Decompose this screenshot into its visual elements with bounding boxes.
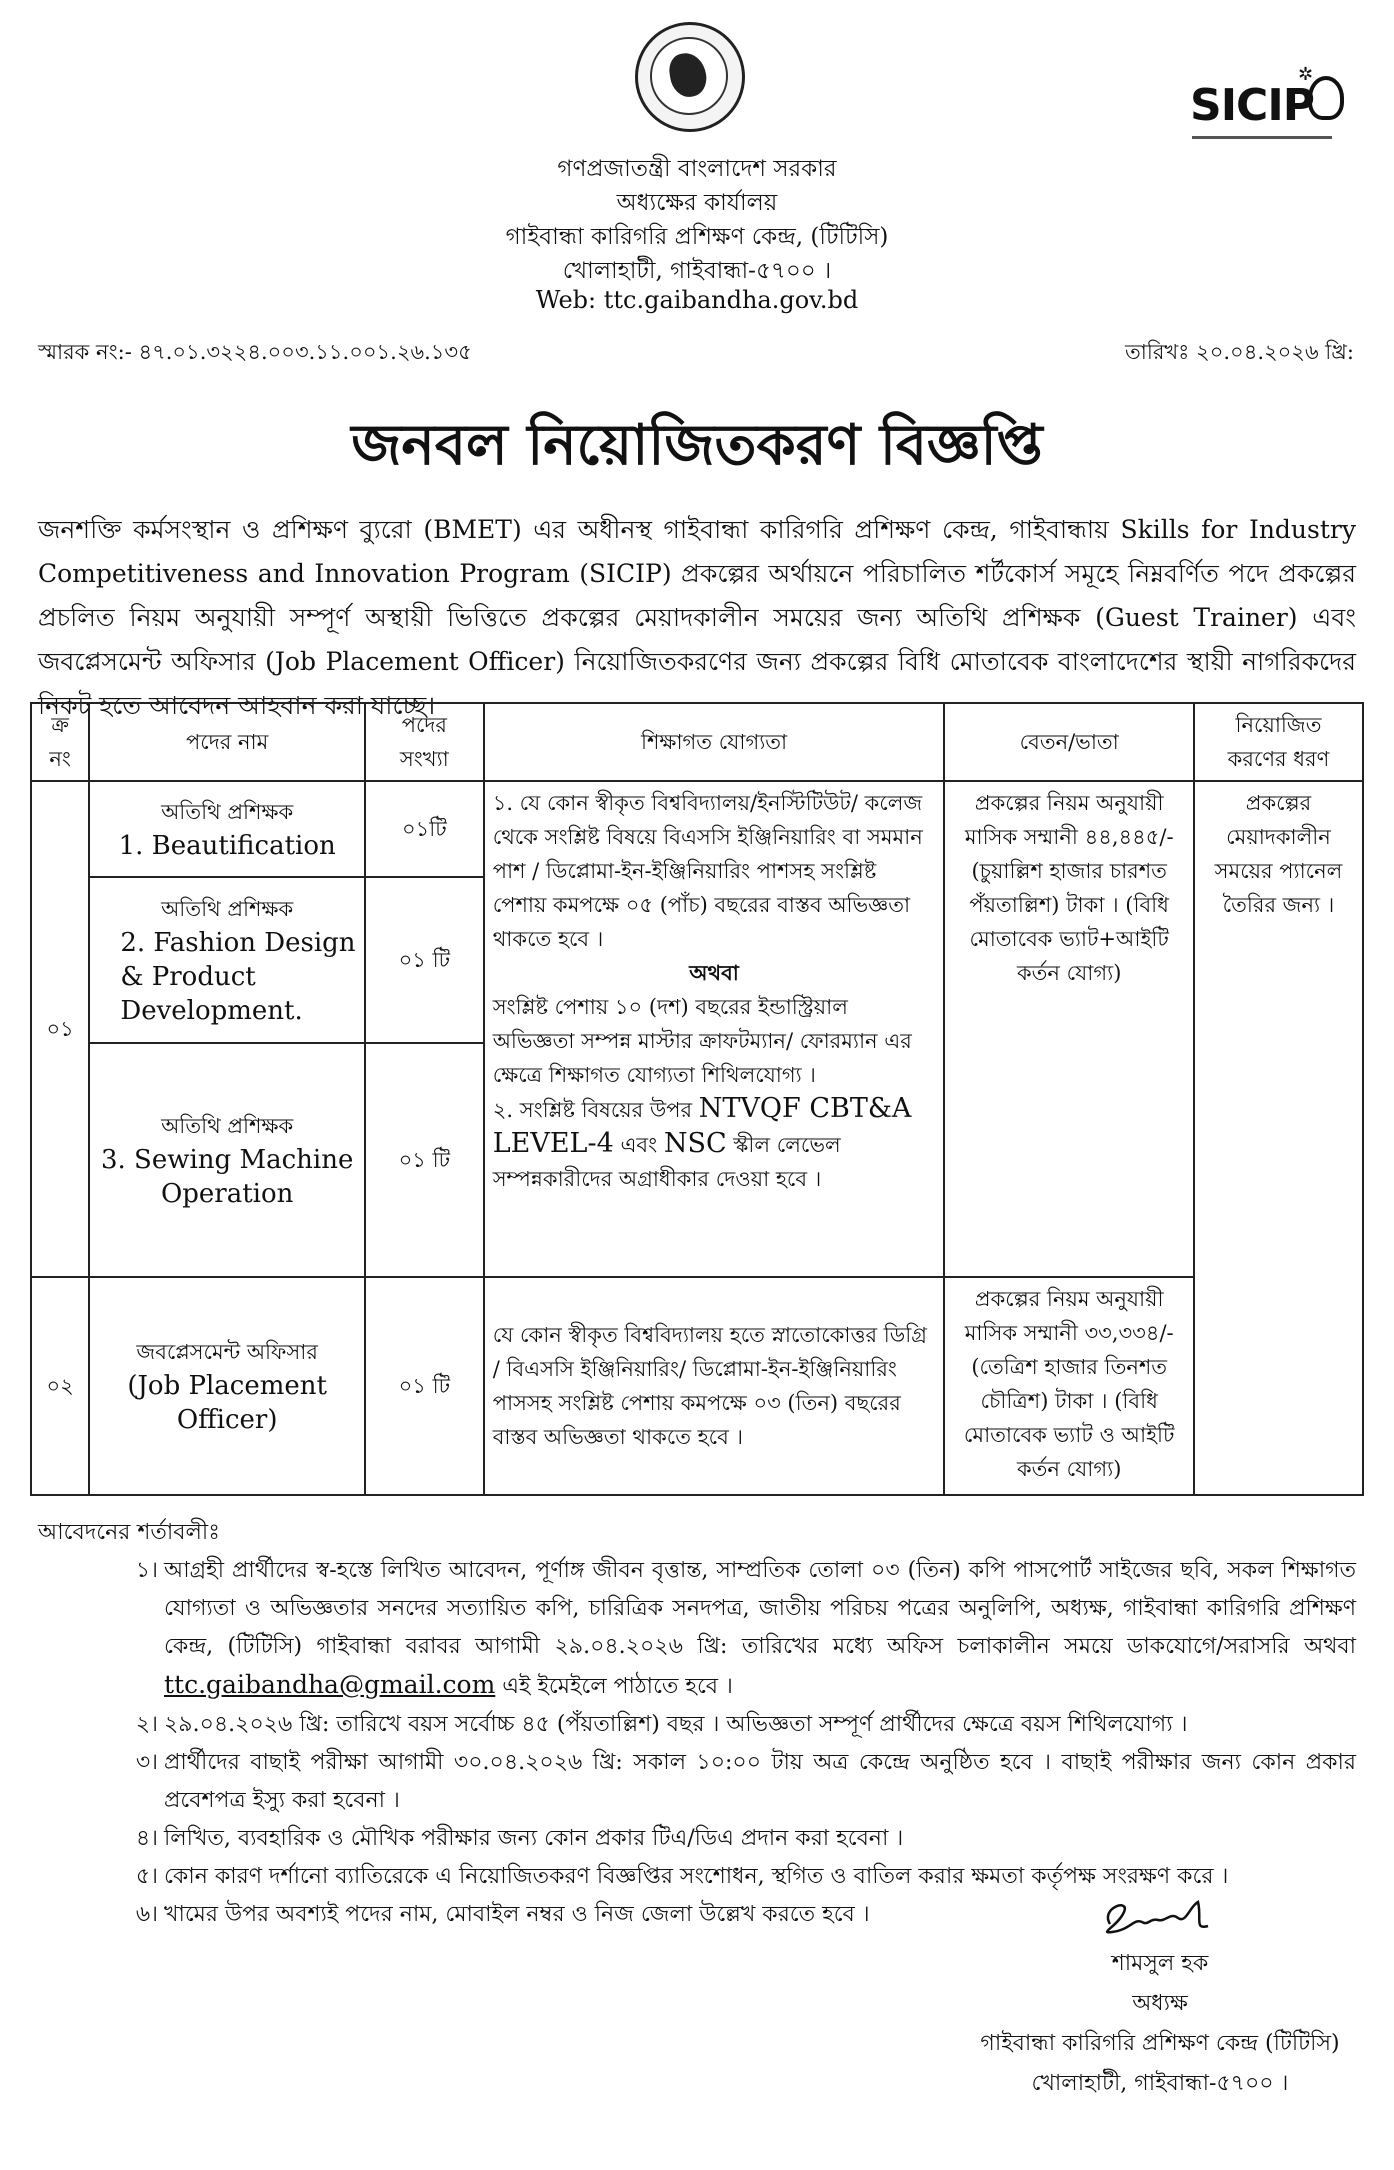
table-row [31, 1277, 1363, 1495]
priority-text: ২. সংশ্লিষ্ট বিষয়ের উপর [492, 1098, 699, 1122]
post-cell [89, 1043, 365, 1277]
application-terms [38, 1514, 1356, 1934]
qualification-priority [493, 1092, 936, 1196]
issue-date: তারিখঃ ২০.০৪.২০২৬ খ্রি: [1124, 340, 1354, 364]
qualification-text: ১. যে কোন স্বীকৃত বিশ্ববিদ্যালয়/ইনস্টিটিউট/ কলেজ থেকে সংশ্লিষ্ট বিষয়ে বিএসসি ইঞ্জিনিয়ারিং বা সমমান পাশ / ডিপ্লোমা-ইন-ইঞ্জিনিয়ারিং পাশসহ সংশ্লিষ্ট পেশায় কমপক্ষে ০৫ (পাঁচ) বছরের বাস্তব অভিজ্ঞতা থাকতে হবে । [492, 791, 923, 951]
term-text: কোন কারণ দর্শানো ব্যাতিরেকে এ নিয়োজিতকরণ বিজ্ঞপ্তির সংশোধন, স্থগিত ও বাতিল করার ক্ষমতা কর্তৃপক্ষ সংরক্ষণ করে । [164, 1864, 1229, 1889]
term-number: ৬। [135, 1902, 158, 1927]
list-item [98, 1552, 1356, 1706]
header-count: পদের সংখ্যা [365, 703, 484, 781]
header-type: নিয়োজিত করণের ধরণ [1194, 703, 1363, 781]
government-seal-icon [635, 22, 745, 132]
term-number: ৪। [135, 1826, 158, 1851]
terms-heading: আবেদনের শর্তাবলীঃ [38, 1520, 220, 1545]
header-line-institute: গাইবান্ধা কারিগরি প্রশিক্ষণ কেন্দ্র, (টিটিসি) [505, 224, 889, 250]
list-item [98, 1820, 1356, 1858]
post-role: অতিথি প্রশিক্ষক [161, 897, 294, 921]
post-name: (Job Placement Officer) [127, 1371, 327, 1435]
header-post: পদের নাম [89, 703, 365, 781]
term-number: ৫। [135, 1864, 158, 1889]
vacancy-table [30, 702, 1364, 1496]
logo-wordmark: SICIP [1190, 80, 1314, 131]
list-item [98, 1706, 1356, 1744]
post-count: ০১ টি [365, 1043, 484, 1277]
term-number: ২। [135, 1712, 158, 1737]
term-text: প্রার্থীদের বাছাই পরীক্ষা আগামী ৩০.০৪.২০২৬ খ্রি: সকাল ১০:০০ টায় অত্র কেন্দ্রে অনুষ্ঠিত হবে । বাছাই পরীক্ষার জন্য কোন প্রকার প্রবেশপত্র ইস্যু করা হবেনা । [164, 1750, 1356, 1813]
signatory-designation: অধ্যক্ষ [1132, 1991, 1188, 2016]
post-cell [89, 877, 365, 1043]
header-serial: ক্র নং [31, 703, 89, 781]
post-role: জবপ্লেসমেন্ট অফিসার [136, 1340, 318, 1364]
qualification-cell [484, 781, 945, 1277]
list-item [98, 1744, 1356, 1820]
lightbulb-icon [1308, 76, 1344, 120]
signature-block [960, 1888, 1360, 2104]
post-cell [89, 781, 365, 877]
table-header-row [31, 703, 1363, 781]
sicip-logo [1190, 62, 1340, 152]
post-role: অতিথি প্রশিক্ষক [161, 1114, 294, 1138]
appointment-type-cell: প্রকল্পের মেয়াদকালীন সময়ের প্যানেল তৈরির জন্য । [1194, 781, 1363, 1495]
term-number: ৩। [135, 1750, 158, 1775]
header-line-address: খোলাহাটী, গাইবান্ধা-৫৭০০ । [562, 258, 832, 284]
post-name: 1. Beautification [118, 831, 336, 861]
header-website: Web: ttc.gaibandha.gov.bd [535, 286, 859, 314]
signatory-name: শামসুল হক [1111, 1951, 1209, 1976]
priority-text: স্কীল লেভেল সম্পন্নকারীদের অগ্রাধীকার দেওয়া হবে । [492, 1133, 841, 1191]
qualification-or: অথবা [689, 960, 739, 985]
post-name: 2. Fashion Design & Product Development. [120, 928, 356, 1026]
rays-icon: ✲ [1298, 64, 1314, 85]
signature-icon [960, 1888, 1360, 1944]
post-count: ০১টি [365, 781, 484, 877]
post-role: অতিথি প্রশিক্ষক [161, 800, 294, 824]
priority-text: এবং [613, 1133, 664, 1157]
term-text-body: আগ্রহী প্রার্থীদের স্ব-হস্তে লিখিত আবেদন, পূর্ণাঙ্গ জীবন বৃত্তান্ত, সাম্প্রতিক তোলা ০৩ (তিন) কপি পাসপোর্ট সাইজের ছবি, সকল শিক্ষাগত যোগ্যতা ও অভিজ্ঞতার সনদের সত্যায়িত কপি, চারিত্রিক সনদপত্র, জাতীয় পরিচয় পত্রের অনুলিপি, অধ্যক্ষ, গাইবান্ধা কারিগরি প্রশিক্ষণ কেন্দ্র, (টিটিসি) গাইবান্ধা বরাবর আগামী ২৯.০৪.২০২৬ খ্রি: তারিখের মধ্যে অফিস চলাকালীন সময়ে ডাকযোগে/সরাসরি অথবা [164, 1558, 1356, 1659]
qualification-text: সংশ্লিষ্ট পেশায় ১০ (দশ) বছরের ইন্ডাস্ট্রিয়াল অভিজ্ঞতা সম্পন্ন মাস্টার ক্রাফটম্যান/ ফোরম্যান এর ক্ষেত্রে শিক্ষাগত যোগ্যতা শিথিলযোগ্য । [492, 995, 912, 1087]
term-text: ২৯.০৪.২০২৬ খ্রি: তারিখে বয়স সর্বোচ্চ ৪৫ (পঁয়তাল্লিশ) বছর । অভিজ্ঞতা সম্পূর্ণ প্রার্থীদের ক্ষেত্রে বয়স শিথিলযোগ্য । [164, 1712, 1188, 1737]
term-text: খামের উপর অবশ্যই পদের নাম, মোবাইল নম্বর ও নিজ জেলা উল্লেখ করতে হবে । [164, 1902, 870, 1927]
memo-number: স্মারক নং:- ৪৭.০১.৩২২৪.০০৩.১১.০০১.২৬.১৩৫ [38, 340, 472, 364]
salary-cell: প্রকল্পের নিয়ম অনুযায়ী মাসিক সম্মানী ৩৩,৩৩৪/- (তেত্রিশ হাজার তিনশত চৌত্রিশ) টাকা । (বিধি মোতাবেক ভ্যাট ও আইটি কর্তন যোগ্য) [944, 1277, 1193, 1495]
post-count: ০১ টি [365, 1277, 484, 1495]
table-row [31, 781, 1363, 877]
qualification-cell: যে কোন স্বীকৃত বিশ্ববিদ্যালয় হতে স্নাতোকোত্তর ডিগ্রি / বিএসসি ইঞ্জিনিয়ারিং/ ডিপ্লোমা-ইন-ইঞ্জিনিয়ারিং পাসসহ সংশ্লিষ্ট পেশায় কমপক্ষে ০৩ (তিন) বছরের বাস্তব অভিজ্ঞতা থাকতে হবে । [484, 1277, 945, 1495]
header-line-govt: গণপ্রজাতন্ত্রী বাংলাদেশ সরকার [557, 156, 837, 182]
salary-cell: প্রকল্পের নিয়ম অনুযায়ী মাসিক সম্মানী ৪৪,৪৪৫/- (চুয়াল্লিশ হাজার চারশত পঁয়তাল্লিশ) টাকা । (বিধি মোতাবেক ভ্যাট+আইটি কর্তন যোগ্য) [944, 781, 1193, 1277]
letterhead [0, 0, 1394, 330]
row-serial: ০১ [31, 781, 89, 1277]
header-qualification: শিক্ষাগত যোগ্যতা [484, 703, 945, 781]
term-text [164, 1552, 1356, 1706]
page-title: জনবল নিয়োজিতকরণ বিজ্ঞপ্তি [351, 412, 1043, 478]
header-salary: বেতন/ভাতা [944, 703, 1193, 781]
post-count: ০১ টি [365, 877, 484, 1043]
contact-email-link[interactable]: ttc.gaibandha@gmail.com [164, 1670, 496, 1699]
term-text-tail: এই ইমেইলে পাঠাতে হবে । [495, 1674, 733, 1699]
header-line-office: অধ্যক্ষের কার্যালয় [616, 190, 778, 216]
priority-ntvqf: NTVQF CBT&A LEVEL-4 [492, 1093, 912, 1159]
intro-paragraph: জনশক্তি কর্মসংস্থান ও প্রশিক্ষণ ব্যুরো (BMET) এর অধীনস্থ গাইবান্ধা কারিগরি প্রশিক্ষণ কেন্দ্র, গাইবান্ধায় Skills for Industry Competitiveness and Innovation Program (SICIP) প্রকল্পের অর্থায়নে পরিচালিত শর্টকোর্স সমূহে নিম্নবর্ণিত পদে প্রকল্পের প্রচলিত নিয়ম অনুযায়ী সম্পূর্ণ অস্থায়ী ভিত্তিতে প্রকল্পের মেয়াদকালীন সময়ের জন্য অতিথি প্রশিক্ষক (Guest Trainer) এবং জবপ্লেসমেন্ট অফিসার (Job Placement Officer) নিয়োজিতকরণের জন্য প্রকল্পের বিধি মোতাবেক বাংলাদেশের স্থায়ী নাগরিকদের নিকট হতে আবেদন আহবান করা যাচ্ছে। [38, 515, 1356, 720]
term-number: ১। [135, 1558, 158, 1583]
signatory-address: খোলাহাটী, গাইবান্ধা-৫৭০০ । [1031, 2071, 1289, 2096]
priority-nsc: NSC [663, 1128, 727, 1159]
post-cell [89, 1277, 365, 1495]
term-text: লিখিত, ব্যবহারিক ও মৌখিক পরীক্ষার জন্য কোন প্রকার টিএ/ডিএ প্রদান করা হবেনা । [164, 1826, 904, 1851]
signatory-office: গাইবান্ধা কারিগরি প্রশিক্ষণ কেন্দ্র (টিটিসি) [980, 2031, 1340, 2056]
post-name: 3. Sewing Machine Operation [100, 1145, 354, 1209]
row-serial: ০২ [31, 1277, 89, 1495]
